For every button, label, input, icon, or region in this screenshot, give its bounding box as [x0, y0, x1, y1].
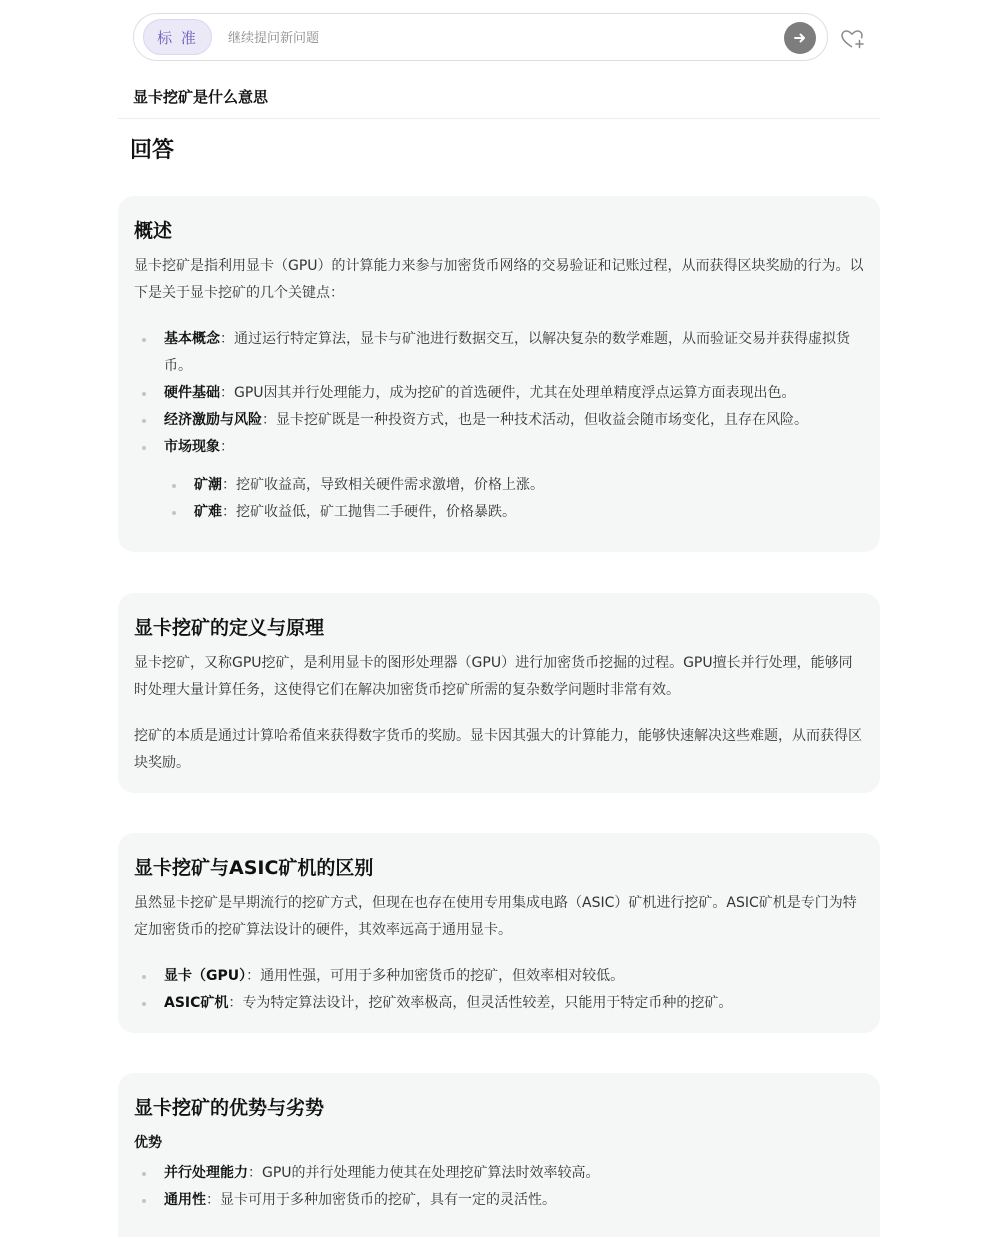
favorite-button[interactable] [839, 26, 865, 52]
sub-list-item [194, 499, 864, 526]
follow-up-question-input[interactable] [226, 22, 770, 54]
list-item-term: 市场现象 [164, 439, 220, 455]
section-paragraph: 挖矿的本质是通过计算哈希值来获得数字货币的奖励。显卡因其强大的计算能力，能够快速解决这些难题，从而获得区块奖励。 [134, 728, 862, 771]
section-paragraph: 显卡挖矿是指利用显卡（GPU）的计算能力来参与加密货币网络的交易验证和记账过程，从而获得区块奖励的行为。以下是关于显卡挖矿的几个关键点： [134, 258, 864, 301]
section-title: 显卡挖矿的优势与劣势 [134, 1097, 325, 1119]
list-item-text: ：通过运行特定算法，显卡与矿池进行数据交互，以解决复杂的数学难题，从而验证交易并获得虚拟货币。 [164, 331, 850, 374]
pros-cons-card [118, 1073, 880, 1237]
list-item-term: 经济激励与风险 [164, 412, 262, 428]
list-item-term: 矿难 [194, 504, 222, 520]
list-item-text: ：GPU的并行处理能力使其在处理挖矿算法时效率较高。 [248, 1165, 600, 1181]
sub-list-item [194, 472, 864, 499]
section-paragraph: 显卡挖矿，又称GPU挖矿，是利用显卡的图形处理器（GPU）进行加密货币挖掘的过程。GPU擅长并行处理，能够同时处理大量计算任务，这使得它们在解决加密货币挖矿所需的复杂数学问题时非常有效。 [134, 655, 853, 698]
list-item [164, 326, 864, 380]
section-title: 显卡挖矿与ASIC矿机的区别 [134, 857, 374, 879]
list-item-text: ：通用性强，可用于多种加密货币的挖矿，但效率相对较低。 [246, 968, 625, 984]
list-item-text: ： [220, 439, 234, 455]
list-item-term: 硬件基础 [164, 385, 220, 401]
overview-card [118, 196, 880, 552]
heart-plus-icon [839, 26, 865, 52]
list-item-text: ：显卡挖矿既是一种投资方式，也是一种技术活动，但收益会随市场变化，且存在风险。 [262, 412, 808, 428]
list-item-term: 通用性 [164, 1192, 206, 1208]
section-title: 显卡挖矿的定义与原理 [134, 617, 325, 639]
answer-heading: 回答 [130, 138, 175, 163]
mode-selector-button[interactable]: 标 准 [143, 19, 212, 55]
arrow-right-icon [792, 30, 808, 46]
list-item-term: 显卡（GPU） [164, 968, 247, 984]
list-item-term: 基本概念 [164, 331, 220, 347]
list-item [164, 407, 864, 434]
asic-comparison-card [118, 833, 880, 1033]
list-item-text: ：专为特定算法设计，挖矿效率极高，但灵活性较差，只能用于特定币种的挖矿。 [228, 995, 733, 1011]
section-title: 概述 [134, 220, 173, 242]
send-button[interactable] [784, 22, 816, 54]
divider [118, 118, 880, 119]
list-item-text: ：显卡可用于多种加密货币的挖矿，具有一定的灵活性。 [206, 1192, 556, 1208]
list-item [164, 434, 864, 461]
list-item [164, 380, 864, 407]
list-item [164, 1187, 864, 1214]
question-title: 显卡挖矿是什么意思 [133, 88, 269, 106]
definition-card [118, 593, 880, 793]
list-item [164, 990, 864, 1017]
list-item-term: 并行处理能力 [164, 1165, 248, 1181]
list-item-text: ：GPU因其并行处理能力，成为挖矿的首选硬件，尤其在处理单精度浮点运算方面表现出色。 [220, 385, 796, 401]
list-item-term: 矿潮 [194, 477, 222, 493]
section-paragraph: 虽然显卡挖矿是早期流行的挖矿方式，但现在也存在使用专用集成电路（ASIC）矿机进行挖矿。ASIC矿机是专门为特定加密货币的挖矿算法设计的硬件，其效率远高于通用显卡。 [134, 895, 857, 938]
list-item-term: ASIC矿机 [164, 995, 229, 1011]
list-item [164, 1160, 864, 1187]
section-subtitle: 优势 [134, 1135, 162, 1151]
follow-up-search-bar [133, 13, 828, 61]
list-item-text: ：挖矿收益低，矿工抛售二手硬件，价格暴跌。 [222, 504, 516, 520]
list-item [164, 963, 864, 990]
list-item-text: ：挖矿收益高，导致相关硬件需求激增，价格上涨。 [222, 477, 544, 493]
